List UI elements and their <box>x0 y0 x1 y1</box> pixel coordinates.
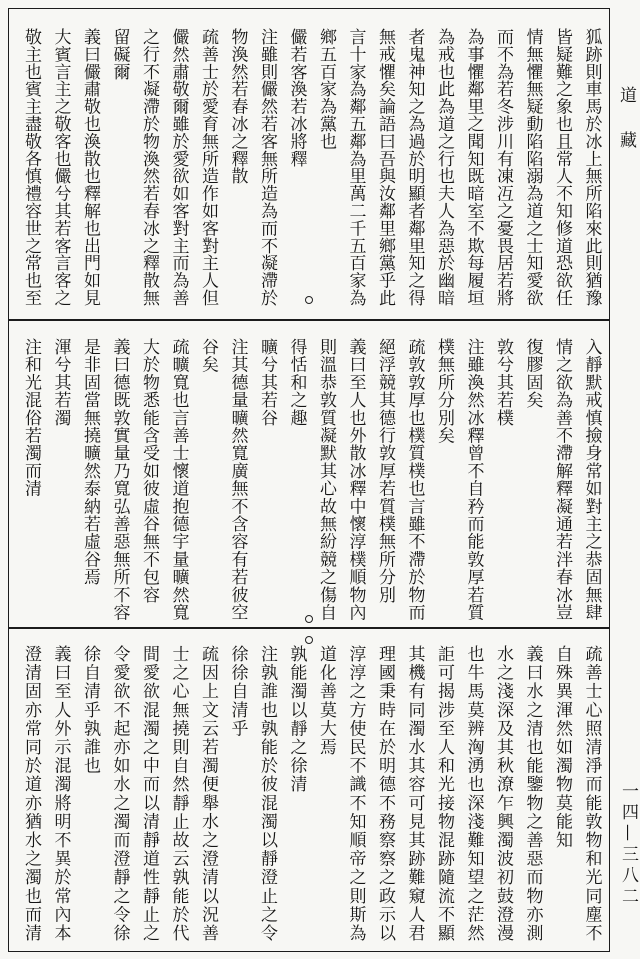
scripture-line: 敦兮其若樸 <box>493 338 513 427</box>
text-column: 狐跡則車馬於冰上無所陷來此則猶豫 <box>581 28 602 307</box>
text-column: 注雖渙然冰釋曾不自矜而能敦厚若質 <box>463 338 484 622</box>
text-column: 言十家為鄰五鄰為里萬二千五百家為 <box>345 28 366 307</box>
text-column: 皆疑難之象也且常人不知修道恐欲任 <box>552 28 572 307</box>
text-panel-middle <box>8 320 610 628</box>
text-column: 理國秉時在於明德不務察察之政示以 <box>375 645 395 943</box>
text-column: 士之心無撓則自然靜止故云孰能於代 <box>168 645 189 943</box>
text-column: 鄉五百家為黨也 <box>316 28 336 150</box>
text-column: 也牛馬莫辨洶湧也深淺難知望之茫然 <box>463 645 484 943</box>
text-column: 留礙爾 <box>109 28 130 81</box>
text-column: 為事懼鄰里之聞知既暗室不欺每履垣 <box>463 28 484 307</box>
text-column: 是非固當無撓曠然泰納若虛谷焉 <box>80 338 100 586</box>
text-panel-top <box>8 8 610 320</box>
text-column: 情無懼無疑動陷陷溺為道之士知愛欲 <box>522 28 543 307</box>
text-column: 疏敦敦厚也樸質樸也言雖不滯於物而 <box>404 338 425 622</box>
collection-title: 道藏 <box>616 86 636 176</box>
text-column: 間愛欲混濁之中而以清靜道性靜止之 <box>139 645 159 943</box>
text-column: 徐徐自清乎 <box>227 645 248 738</box>
text-column: 徐自清乎孰誰也 <box>80 645 100 776</box>
text-column: 詎可揭涉至人和光接物混跡隨流不顯 <box>434 645 454 943</box>
text-column: 絕浮競其德行敦厚若質樸無所分別 <box>375 338 395 604</box>
binding-circle-icon <box>305 636 313 644</box>
binding-circle-icon <box>305 615 313 623</box>
text-column: 復膠固矣 <box>522 338 543 409</box>
text-column: 義曰水之清也能鑒物之善惡而物亦測 <box>522 645 543 943</box>
text-column: 入靜默戒慎撿身常如對主之恭固無肆 <box>581 338 602 622</box>
text-column: 義曰儼肅敬也渙散也釋解也出門如見 <box>80 28 100 307</box>
text-column: 疏因上文云若濁便舉水之澄清以況善 <box>198 645 218 943</box>
text-column: 無戒懼矣論語曰吾與汝鄰里鄉黨乎此 <box>375 28 395 307</box>
text-column: 道化善莫大焉 <box>316 645 336 757</box>
text-column: 則溫恭敦質凝默其心故無紛競之傷自 <box>316 338 336 622</box>
text-column: 淳淳之方使民不識不知順帝之則斯為 <box>345 645 366 943</box>
text-column: 疏善士於愛育無所造作如客對主人但 <box>198 28 218 307</box>
binding-circle-icon <box>305 296 313 304</box>
text-column: 疏曠寬也言善士懷道抱德宇量曠然寬 <box>168 338 189 622</box>
text-column: 其機有同濁水其容可見其跡難窺人君 <box>404 645 425 943</box>
scripture-line: 渾兮其若濁 <box>50 338 71 427</box>
scripture-line: 孰能濁以靜之徐清 <box>286 645 307 794</box>
text-column: 澄清固亦常同於道亦猶水之濁也而清 <box>21 645 41 943</box>
scripture-line: 曠兮其若谷 <box>257 338 277 427</box>
text-column: 自殊異渾然如濁物莫能知 <box>552 645 572 850</box>
text-column: 水之淺深及其秋潦乍興濁波初鼓澄漫 <box>493 645 513 943</box>
text-column: 令愛欲不起亦如水之濁而澄靜之令徐 <box>109 645 130 943</box>
page-number: 一四—三八二 <box>618 782 638 908</box>
text-column: 大於物悉能含受如彼虛谷無不包容 <box>139 338 159 604</box>
text-column: 者鬼神知之為過於明顯者鄰里知之得 <box>404 28 425 307</box>
text-column: 義曰至人也外散冰釋中懷淳樸順物內 <box>345 338 366 622</box>
text-column: 注雖則儼然若客無所造為而不凝滯於 <box>257 28 277 307</box>
text-column: 樸無所分別矣 <box>434 338 454 445</box>
text-panel-bottom <box>8 628 610 952</box>
text-column: 義曰至人外示混濁將明不異於常內本 <box>50 645 71 943</box>
text-column: 之行不凝滯於物渙然若春冰之釋散無 <box>139 28 159 307</box>
scripture-line: 儼若客渙若冰將釋 <box>286 28 307 168</box>
text-column: 情之欲為善不滯解釋凝通若泮春冰豈 <box>552 338 572 622</box>
text-column: 得恬和之趣 <box>286 338 307 427</box>
text-column: 敬主也賓主盡敬各慎禮容世之常也至 <box>21 28 41 307</box>
text-column: 谷矣 <box>198 338 218 374</box>
text-column: 注其德量曠然寬廣無不含容有若彼空 <box>227 338 248 622</box>
text-column: 為戒也此為道之行也夫人為惡於幽暗 <box>434 28 454 307</box>
text-column: 疏善士心照清淨而能敦物和光同塵不 <box>581 645 602 943</box>
text-column: 注孰誰也孰能於彼混濁以靜澄止之令 <box>257 645 277 943</box>
text-column: 義曰德既敦實量乃寬弘善惡無所不容 <box>109 338 130 622</box>
text-column: 注和光混俗若濁而清 <box>21 338 41 498</box>
text-column: 大賓言主之敬客也儼兮其若客言客之 <box>50 28 71 307</box>
text-column: 物渙然若春冰之釋散 <box>227 28 248 185</box>
text-column: 儼然肅敬爾雖於愛欲如客對主而為善 <box>168 28 189 307</box>
text-column: 而不為若冬涉川有凍冱之憂畏居若將 <box>493 28 513 307</box>
